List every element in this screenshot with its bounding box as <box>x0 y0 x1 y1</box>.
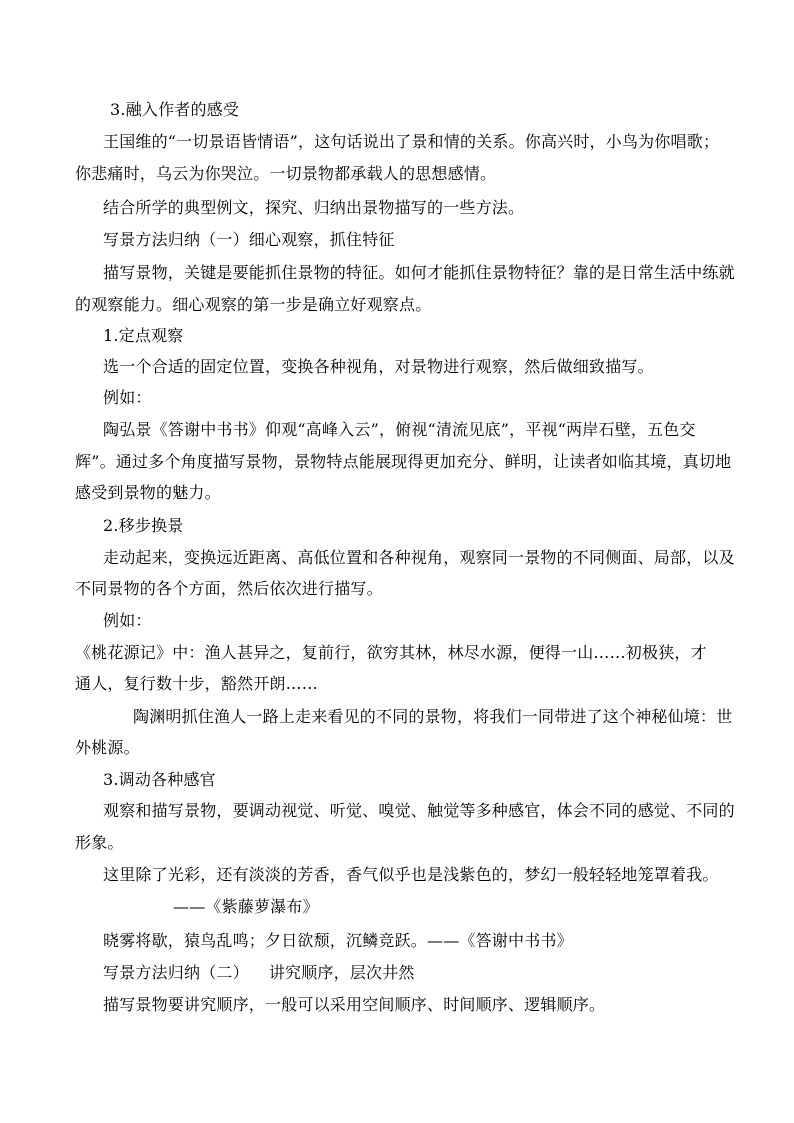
subsection-2-paragraph-line-2: 不同景物的各个方面，然后依次进行描写。 <box>75 579 383 598</box>
subsection-2-example-line-2: 通人，复行数十步，豁然开朗…… <box>75 674 319 693</box>
section-heading-3: 3.融入作者的感受 <box>110 100 240 119</box>
subsection-1-heading: 1.定点观察 <box>103 326 184 345</box>
subsection-1-paragraph: 选一个合适的固定位置，变换各种视角，对景物进行观察，然后做细致描写。 <box>103 357 654 376</box>
subsection-2-comment-line-1: 陶渊明抓住渔人一路上走来看见的不同的景物，将我们一同带进了这个神秘仙境：世 <box>133 707 733 726</box>
subsection-3-paragraph-line-2: 形象。 <box>75 833 124 852</box>
subsection-2-paragraph-line-1: 走动起来，变换远近距离、高低位置和各种视角，观察同一景物的不同侧面、局部，以及 <box>103 548 735 567</box>
method-1-paragraph-line-1: 描写景物，关键是要能抓住景物的特征。如何才能抓住景物特征？靠的是日常生活中练就 <box>103 263 735 282</box>
paragraph-wang-line-1: 王国维的“一切景语皆情语”，这句话说出了景和情的关系。你高兴时，小鸟为你唱歌； <box>103 132 720 151</box>
method-2-title-part-a: 写景方法归纳（二） <box>103 963 249 982</box>
method-1-paragraph-line-2: 的观察能力。细心观察的第一步是确立好观察点。 <box>75 295 432 314</box>
subsection-2-heading: 2.移步换景 <box>103 516 184 535</box>
paragraph-combine: 结合所学的典型例文，探究、归纳出景物描写的一些方法。 <box>103 198 525 217</box>
subsection-1-example-line-3: 感受到景物的魅力。 <box>75 483 221 502</box>
quote-1: 这里除了光彩，还有淡淡的芳香，香气似乎也是浅紫色的，梦幻一般轻轻地笼罩着我。 <box>103 865 719 884</box>
subsection-2-comment-line-2: 外桃源。 <box>75 738 140 757</box>
method-2-title <box>103 962 415 984</box>
subsection-3-paragraph-line-1: 观察和描写景物，要调动视觉、听觉、嗅觉、触觉等多种感官，体会不同的感觉、不同的 <box>103 801 735 820</box>
paragraph-wang-line-2: 你悲痛时，乌云为你哭泣。一切景物都承载人的思想感情。 <box>75 164 497 183</box>
subsection-2-example-line-1: 《桃花源记》中：渔人甚异之，复前行，欲穷其林，林尽水源，便得一山……初极狭，才 <box>75 643 707 662</box>
method-2-title-part-b: 讲究顺序，层次井然 <box>268 963 415 982</box>
quote-2: 晓雾将歇，猿鸟乱鸣；夕日欲颓，沉鳞竞跃。——《答谢中书书》 <box>103 931 573 950</box>
subsection-1-example-line-2: 辉”。通过多个角度描写景物，景物特点能展现得更加充分、鲜明，让读者如临其境，真切地 <box>75 452 732 471</box>
example-label-1: 例如： <box>103 388 152 407</box>
method-2-paragraph: 描写景物要讲究顺序，一般可以采用空间顺序、时间顺序、逻辑顺序。 <box>103 995 606 1014</box>
quote-1-source: ——《紫藤萝瀑布》 <box>173 897 319 916</box>
method-1-title: 写景方法归纳（一）细心观察，抓住特征 <box>103 230 395 249</box>
subsection-3-heading: 3.调动各种感官 <box>103 770 216 789</box>
example-label-2: 例如： <box>103 611 152 630</box>
subsection-1-example-line-1: 陶弘景《答谢中书书》仰观“高峰入云”，俯视“清流见底”，平视“两岸石壁，五色交 <box>103 420 696 439</box>
